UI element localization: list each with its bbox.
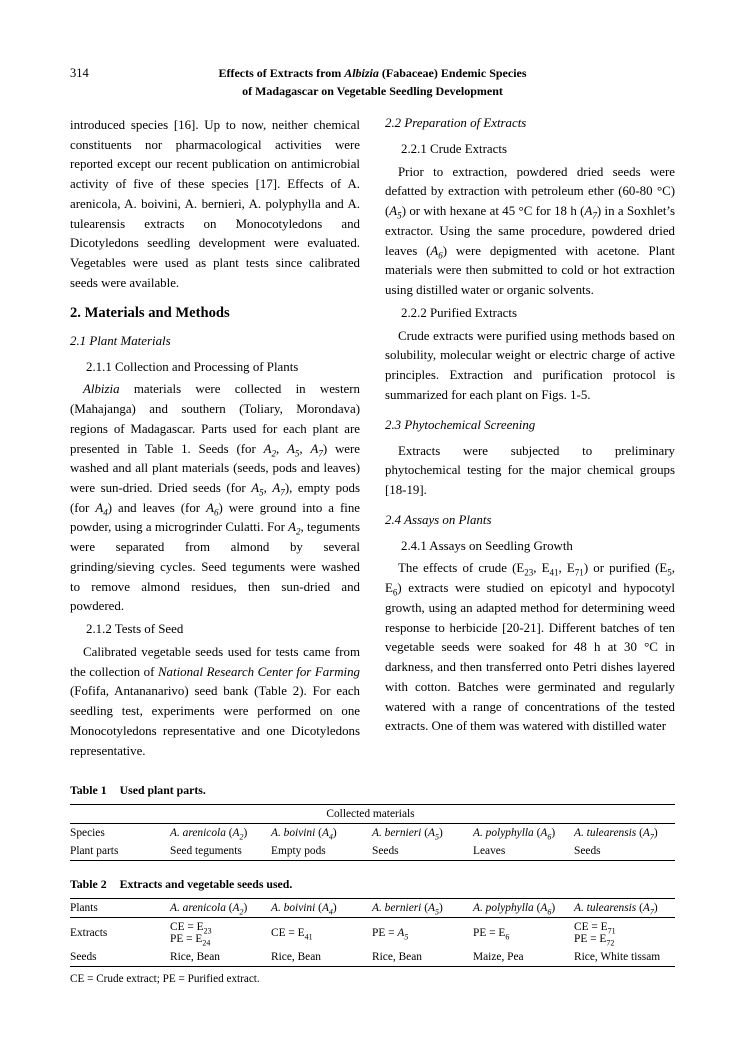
table2-cell-seed: Maize, Pea (473, 951, 524, 964)
table2-cell-species: A. tulearensis $(A_7)$ (574, 899, 675, 918)
running-title (70, 64, 675, 100)
table-row (70, 824, 675, 843)
table2-extracts-and-seeds (70, 898, 675, 967)
table1-span-header-row (70, 805, 675, 824)
table1-cell-species: A. tulearensis $(A_7)$ (574, 827, 658, 842)
running-title-line2: of Madagascar on Vegetable Seedling Development (242, 84, 503, 98)
left-column (70, 116, 360, 761)
paragraph-assays-on-seedling-growth: The effects of crude ($E_{23}$, $E_{41}$, $E_{71}$) or purified ($E_5$, $E_6$) extracts were studied on epicotyl and hypocotyl growth, using an adapted method for determining weed response to herbicide [20-21]. Different batches of ten vegetable seeds were soaked for 48 h at 30 °C in darkness, and then transferred onto Petri dishes layered with cotton. Batches were germinated and regularly watered with a range of concentrations of the tested extracts. One of them was watered with distilled water (385, 561, 675, 734)
running-title-line1: Effects of Extracts from Albizia (Fabaceae) Endemic Species (218, 66, 527, 80)
table1-cell-part: Empty pods (271, 845, 326, 858)
table1-span-header: Collected materials (70, 805, 675, 824)
table2-block (70, 877, 675, 985)
table-row (70, 842, 675, 861)
heading-assays-on-plants: 2.4 Assays on Plants (385, 512, 492, 527)
table2-cell-species: A. boivini $(A_4)$ (271, 899, 372, 918)
heading-tests-of-seed: 2.1.2 Tests of Seed (86, 622, 184, 637)
table1-cell-part: Leaves (473, 845, 506, 858)
table1-cell-species: A. bernieri $(A_5)$ (372, 827, 443, 842)
table1-caption-label: Table 1 (70, 783, 107, 798)
table2-cell-seed: Rice, Bean (170, 951, 220, 964)
table1-cell-parts-label: Plant parts (70, 845, 119, 858)
table1-caption (70, 783, 675, 798)
heading-crude-extracts: 2.2.1 Crude Extracts (401, 142, 507, 156)
heading-plant-materials: 2.1 Plant Materials (70, 333, 171, 348)
table2-caption-text: Extracts and vegetable seeds used. (119, 877, 293, 892)
paragraph-purified-extracts: Crude extracts were purified using methods based on solubility, molecular weight or electric charge of active principles. Extraction and purification protocol is summarized for each plant on Figs. 1-5. (385, 328, 675, 402)
table2-cell-extract: PE = $A_5$ (372, 927, 409, 942)
table2-footnote: CE = Crude extract; PE = Purified extract. (70, 973, 260, 986)
right-column (385, 116, 675, 761)
paragraph-collection: Albizia materials were collected in western (Mahajanga) and southern (Toliary, Morondava) regions of Madagascar. Parts used for each plant are presented in Table 1. Seeds (for $A_2$, $A_5$, $A_7$) were washed and all plant materials (seeds, pods and leaves) were sun-dried. Dried seeds (for $A_5$, $A_7$), empty pods (for $A_4$) and leaves (for $A_6$) were ground into a fine powder, using a microgrinder Culatti. For $A_2$, teguments were separated from almond by several grinding/sieving cycles. Seed teguments were washed to remove almond residues, then sun-dried and powdered. (70, 382, 361, 614)
heading-assays-on-seedling-growth: 2.4.1 Assays on Seedling Growth (401, 538, 573, 553)
heading-phytochemical-screening: 2.3 Phytochemical Screening (385, 417, 536, 432)
heading-collection-and-processing: 2.1.1 Collection and Processing of Plants (86, 359, 299, 374)
table2-cell-species: A. arenicola $(A_2)$ (170, 899, 271, 918)
heading-purified-extracts: 2.2.2 Purified Extracts (401, 305, 517, 320)
page-number: 314 (70, 66, 89, 80)
table1-cell-species: A. boivini $(A_4)$ (271, 827, 337, 842)
table-row (70, 918, 675, 949)
table1-cell-part: Seeds (372, 845, 399, 858)
heading-materials-and-methods: 2. Materials and Methods (70, 304, 230, 321)
table2-cell-seeds-label: Seeds (70, 951, 97, 964)
table2-cell-extract: CE = $E_{23}$ PE = $E_{24}$ (170, 921, 212, 948)
table2-cell-extract: PE = $E_6$ (473, 927, 510, 942)
paragraph-crude-extracts: Prior to extraction, powdered dried seeds were defatted by extraction with petroleum ether (60-80 °C) $(A_5)$ or with hexane at 45 °C for 18 h $(A_7)$ in a Soxhlet’s extractor. Using the same procedure, powdered dried leaves $(A_6)$ were depigmented with acetone. Plant materials were then submitted to cold or hot extraction using distilled water or organic solvents. (385, 164, 676, 298)
table2-caption-label: Table 2 (70, 877, 107, 892)
table2-caption (70, 877, 675, 892)
table2-cell-seed: Rice, Bean (271, 951, 321, 964)
table1-cell-species-label: Species (70, 827, 105, 840)
tables-section (70, 783, 675, 985)
table-row (70, 948, 675, 967)
table1-cell-species: A. arenicola $(A_2)$ (170, 827, 248, 842)
table1-cell-part: Seeds (574, 845, 601, 858)
table2-cell-extracts-label: Extracts (70, 927, 108, 940)
table2-cell-extract: CE = $E_{71}$ PE = $E_{72}$ (574, 921, 616, 948)
page-header (70, 64, 675, 100)
two-column-body (70, 116, 675, 761)
table1-caption-text: Used plant parts. (119, 783, 206, 798)
paragraph-introduction: introduced species [16]. Up to now, neither chemical constituents nor pharmacological activities were reported except our recent publication on antimicrobial activity of five of these species [17]. Effects of A. arenicola, A. boivini, A. bernieri, A. polyphylla and A. tulearensis extracts on Monocotyledons and Dicotyledons seedling development were evaluated. Vegetables were used as plant tests since calibrated seeds were available. (70, 118, 360, 290)
table2-cell-plants-label: Plants (70, 899, 170, 918)
table1-cell-species: A. polyphylla $(A_6)$ (473, 827, 556, 842)
heading-preparation-of-extracts: 2.2 Preparation of Extracts (385, 116, 527, 130)
table2-cell-extract: CE = $E_{41}$ (271, 927, 313, 942)
paragraph-tests-of-seed: Calibrated vegetable seeds used for tests came from the collection of National Research Center for Farming (Fofifa, Antananarivo) seed bank (Table 2). For each seedling test, experiments were performed on one Monocotyledons representative and one Dicotyledons representative. (70, 644, 360, 758)
table1-used-plant-parts (70, 804, 675, 861)
table2-cell-species: A. bernieri $(A_5)$ (372, 899, 473, 918)
table-row (70, 899, 675, 918)
paragraph-phytochemical-screening: Extracts were subjected to preliminary phytochemical testing for the major chemical groups [18-19]. (385, 443, 675, 498)
table2-cell-species: A. polyphylla $(A_6)$ (473, 899, 574, 918)
table1-cell-part: Seed teguments (170, 845, 242, 858)
table2-cell-seed: Rice, White tissam (574, 951, 661, 964)
table2-cell-seed: Rice, Bean (372, 951, 422, 964)
